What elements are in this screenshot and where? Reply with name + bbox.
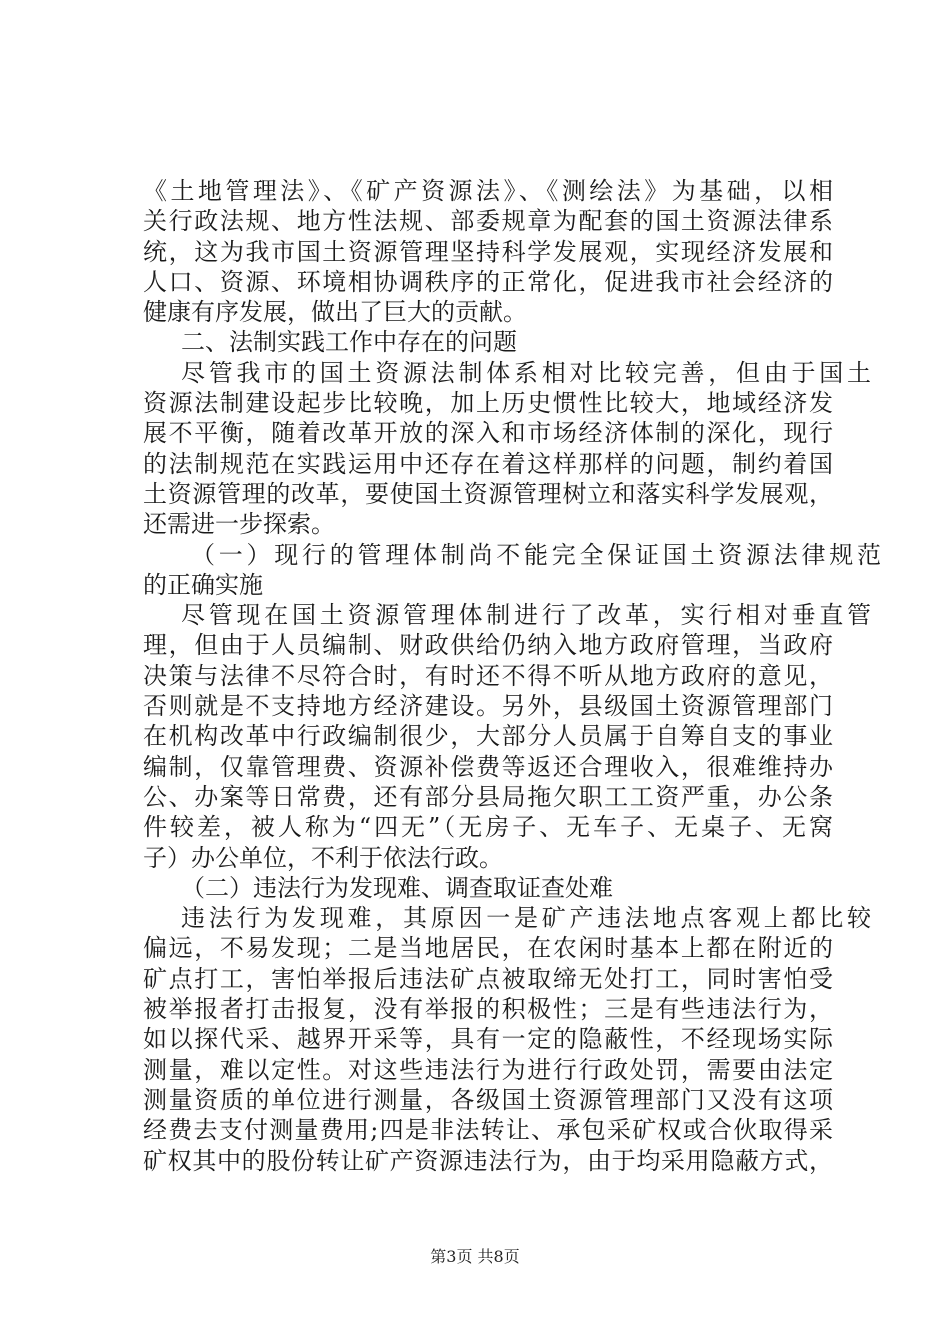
text-line: 尽管我市的国土资源法制体系相对比较完善，但由于国土 bbox=[181, 358, 871, 387]
text-line: 尽管现在国土资源管理体制进行了改革，实行相对垂直管 bbox=[181, 601, 871, 630]
text-line: 的法制规范在实践运用中还存在着这样那样的问题，制约着国 bbox=[143, 449, 833, 478]
page-footer: 第3页 共8页 bbox=[430, 1247, 520, 1266]
text-line: 被举报者打击报复，没有举报的积极性；三是有些违法行为， bbox=[143, 995, 833, 1024]
text-line: 经费去支付测量费用;四是非法转让、承包采矿权或合伙取得采 bbox=[143, 1116, 833, 1145]
text-line: 偏远，不易发现；二是当地居民，在农闲时基本上都在附近的 bbox=[143, 934, 833, 963]
text-line: 土资源管理的改革，要使国土资源管理树立和落实科学发展观， bbox=[143, 479, 833, 508]
text-line: 子）办公单位，不利于依法行政。 bbox=[143, 843, 503, 872]
text-line: 二、法制实践工作中存在的问题 bbox=[181, 328, 517, 357]
text-line: 理，但由于人员编制、财政供给仍纳入地方政府管理，当政府 bbox=[143, 631, 833, 660]
text-line: 《土地管理法》、《矿产资源法》、《测绘法》为基础，以相 bbox=[143, 177, 833, 205]
text-line: 人口、资源、环境相协调秩序的正常化，促进我市社会经济的 bbox=[143, 267, 833, 296]
text-line: 矿点打工，害怕举报后违法矿点被取缔无处打工，同时害怕受 bbox=[143, 964, 833, 993]
text-line: 编制，仅靠管理费、资源补偿费等返还合理收入，很难维持办 bbox=[143, 752, 833, 781]
text-line: （一）现行的管理体制尚不能完全保证国土资源法律规范 bbox=[191, 540, 881, 569]
text-line: 违法行为发现难，其原因一是矿产违法地点客观上都比较 bbox=[181, 904, 871, 933]
text-line: 公、办案等日常费，还有部分县局拖欠职工工资严重，办公条 bbox=[143, 782, 833, 811]
text-line: 矿权其中的股份转让矿产资源违法行为，由于均采用隐蔽方式， bbox=[143, 1146, 833, 1175]
text-line: 决策与法律不尽符合时，有时还不得不听从地方政府的意见， bbox=[143, 661, 833, 690]
text-line: 否则就是不支持地方经济建设。另外，县级国土资源管理部门 bbox=[143, 692, 833, 721]
body-text bbox=[143, 176, 881, 1176]
text-line: 件较差，被人称为“四无”（无房子、无车子、无桌子、无窝 bbox=[143, 813, 833, 842]
text-line: 测量资质的单位进行测量，各级国土资源管理部门又没有这项 bbox=[143, 1085, 833, 1114]
text-line: 测量，难以定性。对这些违法行为进行行政处罚，需要由法定 bbox=[143, 1055, 833, 1084]
text-line: （二）违法行为发现难、调查取证查处难 bbox=[181, 873, 613, 902]
text-line: 在机构改革中行政编制很少，大部分人员属于自筹自支的事业 bbox=[143, 722, 833, 751]
text-line: 展不平衡，随着改革开放的深入和市场经济体制的深化，现行 bbox=[143, 419, 833, 448]
text-line: 健康有序发展，做出了巨大的贡献。 bbox=[143, 298, 527, 327]
text-line: 关行政法规、地方性法规、部委规章为配套的国土资源法律系 bbox=[143, 207, 833, 236]
text-line: 如以探代采、越界开采等，具有一定的隐蔽性，不经现场实际 bbox=[143, 1025, 833, 1054]
text-line: 资源法制建设起步比较晚，加上历史惯性比较大，地域经济发 bbox=[143, 389, 833, 418]
text-line: 还需进一步探索。 bbox=[143, 510, 335, 539]
text-line: 的正确实施 bbox=[143, 570, 263, 599]
text-line: 统，这为我市国土资源管理坚持科学发展观，实现经济发展和 bbox=[143, 237, 833, 266]
